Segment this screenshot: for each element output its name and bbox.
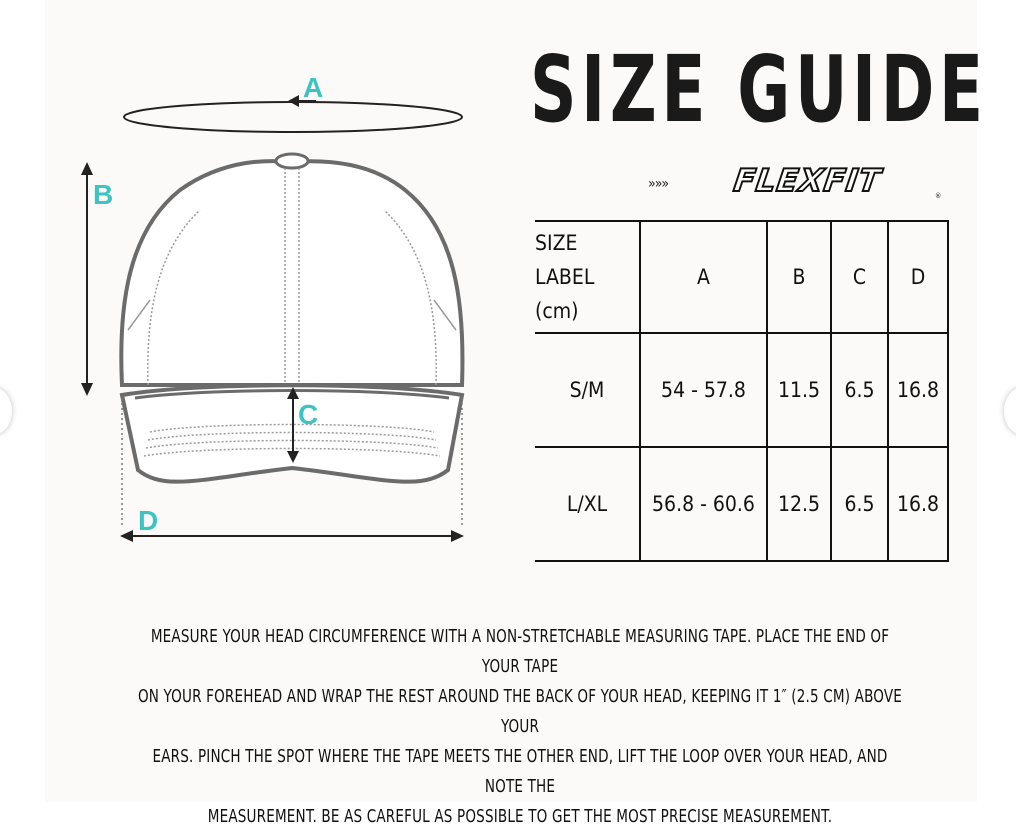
row-a: 54 - 57.8	[640, 333, 767, 447]
label-d: D	[138, 505, 159, 536]
cap-crown	[121, 161, 462, 385]
row-b: 12.5	[767, 447, 831, 561]
arrow-d-left-icon	[120, 530, 133, 542]
arrow-b-bottom-icon	[81, 383, 93, 396]
header-d: D	[888, 221, 948, 333]
table-header-row	[535, 221, 948, 333]
label-b: B	[93, 179, 114, 210]
instructions-line: EARS. PINCH THE SPOT WHERE THE TAPE MEETS THE OTHER END, LIFT THE LOOP OVER YOUR HEAD, AND NOTE THE	[152, 747, 888, 797]
arrow-b-top-icon	[81, 162, 93, 175]
row-size: L/XL	[535, 447, 640, 561]
row-c: 6.5	[831, 447, 888, 561]
table-row	[535, 447, 948, 561]
row-size: S/M	[535, 333, 640, 447]
header-size-label	[535, 221, 640, 333]
measurement-instructions	[137, 622, 902, 832]
header-b: B	[767, 221, 831, 333]
header-size-label-line2: (cm)	[535, 299, 579, 323]
instructions-line: MEASUREMENT. BE AS CAREFUL AS POSSIBLE TO GET THE MOST PRECISE MEASUREMENT.	[207, 807, 833, 827]
label-a: A	[303, 72, 324, 103]
row-b: 11.5	[767, 333, 831, 447]
row-d: 16.8	[888, 447, 948, 561]
instructions-line: ON YOUR FOREHEAD AND WRAP THE REST AROUND THE BACK OF YOUR HEAD, KEEPING IT 1″ (2.5 CM) ABOVE YOUR	[137, 687, 903, 737]
label-c: C	[298, 399, 319, 430]
header-c: C	[831, 221, 888, 333]
registered-mark: ®	[935, 192, 942, 200]
arrow-d-right-icon	[451, 530, 464, 542]
chevrons-icon: »»»	[648, 176, 669, 192]
row-d: 16.8	[888, 333, 948, 447]
table-row	[535, 333, 948, 447]
row-c: 6.5	[831, 333, 888, 447]
row-a: 56.8 - 60.6	[640, 447, 767, 561]
instructions-line: MEASURE YOUR HEAD CIRCUMFERENCE WITH A NON-STRETCHABLE MEASURING TAPE. PLACE THE END OF YOUR TAPE	[150, 627, 890, 677]
header-size-label-line1: SIZE LABEL	[535, 231, 595, 289]
size-table	[535, 220, 949, 562]
header-a: A	[640, 221, 767, 333]
page-title: SIZE GUIDE	[530, 36, 988, 143]
brand-logo: FLEXFIT	[731, 163, 884, 199]
circumference-ellipse	[124, 102, 462, 132]
cap-button	[276, 154, 308, 168]
